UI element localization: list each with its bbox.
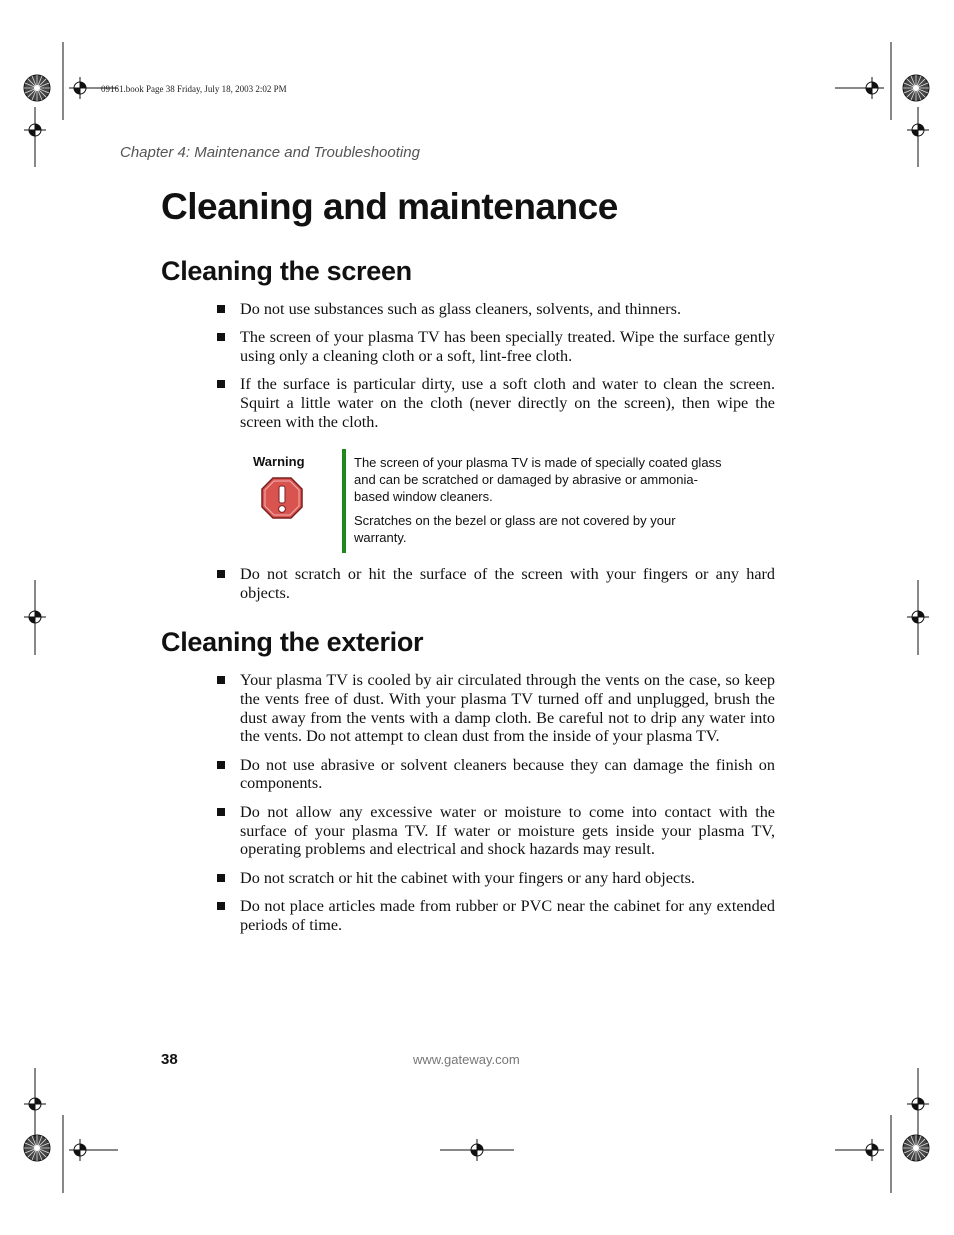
list-item: Do not scratch or hit the surface of the screen with your fingers or any hard objects. [217,565,775,603]
bullet-square-icon [217,874,225,882]
list-item: Do not place articles made from rubber or PVC near the cabinet for any extended periods of time. [217,897,775,935]
footer-url: www.gateway.com [413,1052,520,1067]
list-item: Do not use abrasive or solvent cleaners because they can damage the finish on components. [217,756,775,794]
list-item: If the surface is particular dirty, use a soft cloth and water to clean the screen. Squirt a little water on the cloth (never directly on the screen), then wipe the screen with the cloth. [217,375,775,431]
page-title: Cleaning and maintenance [161,186,618,227]
bullet-square-icon [217,570,225,578]
list-item: Do not use substances such as glass cleaners, solvents, and thinners. [217,300,775,319]
screen-bullet-list [217,300,775,441]
exterior-bullet-list [217,671,775,944]
warning-accent-bar [342,449,346,553]
warning-label: Warning [253,454,305,469]
list-item: Do not allow any excessive water or moisture to come into contact with the surface of your plasma TV. If water or moisture gets inside your plasma TV, operating problems and electrical and shock hazards may result. [217,803,775,859]
bullet-square-icon [217,676,225,684]
section-heading-screen: Cleaning the screen [161,256,412,286]
bullet-square-icon [217,305,225,313]
bullet-square-icon [217,902,225,910]
screen-bullet-list-continued [217,565,775,612]
bullet-square-icon [217,808,225,816]
bullet-square-icon [217,380,225,388]
section-heading-exterior: Cleaning the exterior [161,627,424,657]
bullet-square-icon [217,333,225,341]
list-item: The screen of your plasma TV has been specially treated. Wipe the surface gently using only a cleaning cloth or a soft, lint-free cloth. [217,328,775,366]
running-head: Chapter 4: Maintenance and Troubleshooting [120,144,420,161]
warning-paragraph: The screen of your plasma TV is made of specially coated glass and can be scratched or damaged by abrasive or ammonia-based window cleaners. [354,455,722,504]
page-number: 38 [161,1051,178,1068]
warning-text [354,454,724,553]
print-slug: 09161.book Page 38 Friday, July 18, 2003 2:02 PM [101,84,287,94]
list-item: Do not scratch or hit the cabinet with your fingers or any hard objects. [217,869,775,888]
bullet-square-icon [217,761,225,769]
warning-paragraph: Scratches on the bezel or glass are not covered by your warranty. [354,513,676,545]
warning-stop-icon [261,477,303,519]
list-item: Your plasma TV is cooled by air circulated through the vents on the case, so keep the vents free of dust. With your plasma TV turned off and unplugged, brush the dust away from the vents with a damp cloth. Be careful not to drip any water into the vents. Do not attempt to clean dust from the inside of your plasma TV. [217,671,775,746]
